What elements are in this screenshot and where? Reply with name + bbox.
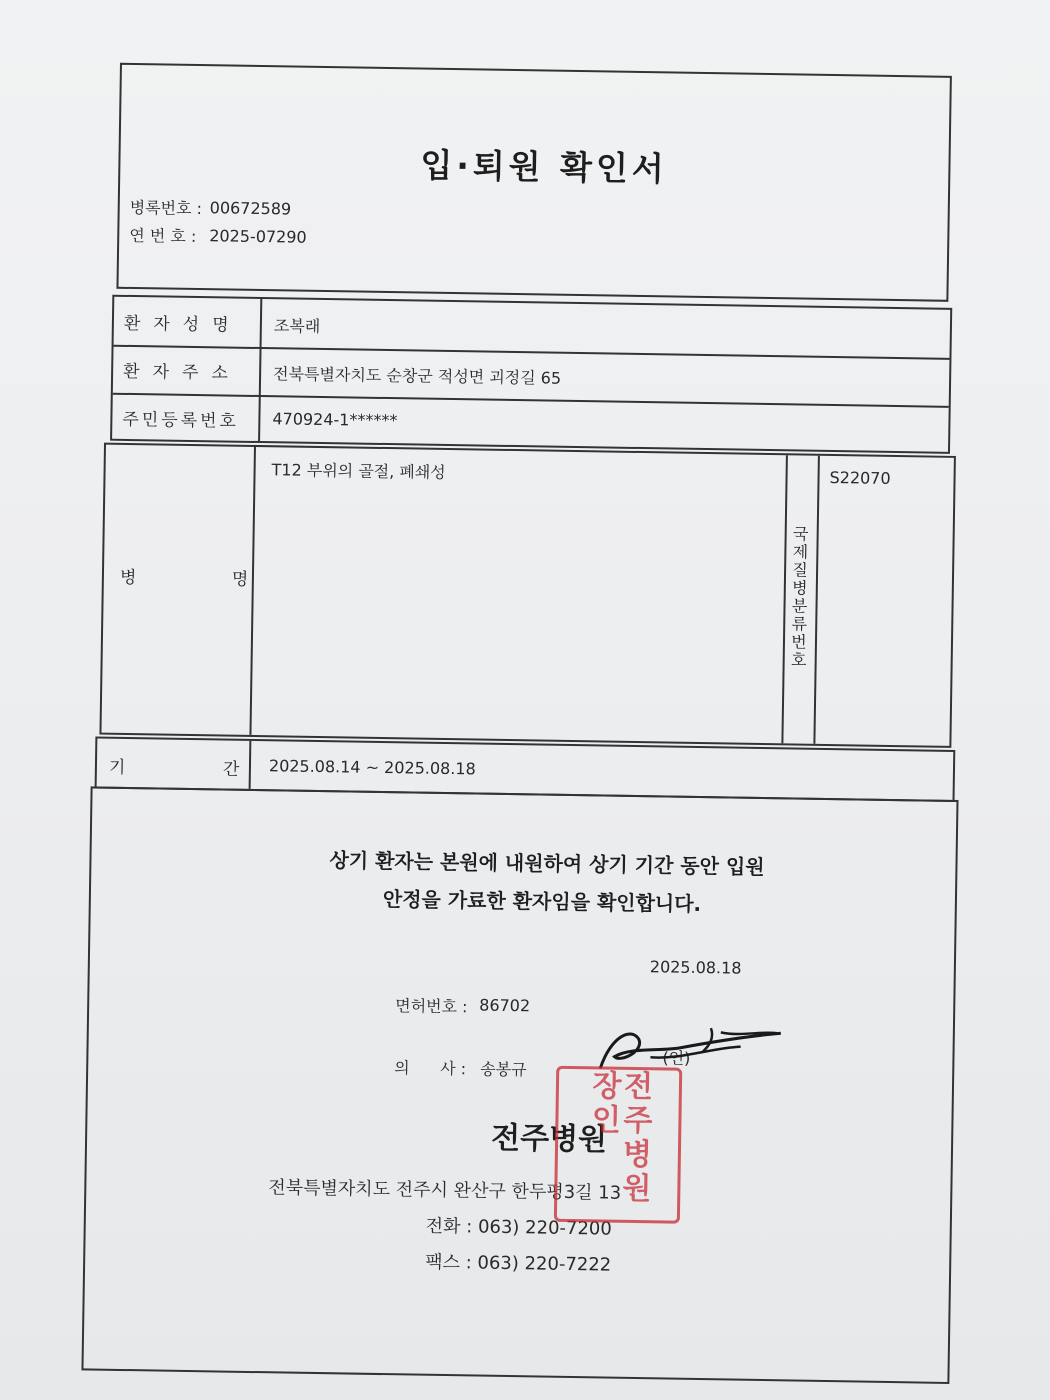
diagnosis-value: T12 부위의 골절, 폐쇄성 <box>271 460 446 482</box>
icd-code-label: 국제질병분류번호 <box>790 524 809 670</box>
doctor-name: 송봉규 <box>480 1059 527 1080</box>
rrn-value: 470924-1****** <box>272 409 398 431</box>
statement-area <box>81 786 958 1384</box>
serial-number-label: 연 번 호 : <box>129 225 197 247</box>
patient-info-table <box>110 295 952 454</box>
record-number-value: 00672589 <box>209 198 292 219</box>
record-number-label: 병록번호 : <box>129 197 203 219</box>
code-label-divider-right <box>813 456 820 744</box>
header-box <box>116 63 951 302</box>
serial-number-value: 2025-07290 <box>209 226 307 247</box>
certificate-document <box>49 62 961 1386</box>
patient-address-value: 전북특별자치도 순창군 적성면 괴정길 65 <box>272 364 562 388</box>
license-number-value: 86702 <box>479 995 531 1016</box>
diagnosis-column-divider <box>249 447 256 735</box>
diagnosis-label-right: 명 <box>231 569 249 590</box>
hospital-seal-stamp: 전주병원장인 <box>554 1066 682 1224</box>
patient-address-label: 환자주소 <box>122 361 241 384</box>
hospital-fax: 팩스 : 063) 220-7222 <box>425 1251 612 1276</box>
statement-line-1: 상기 환자는 본원에 내원하여 상기 기간 동안 입원 <box>329 848 765 880</box>
patient-column-divider <box>258 299 262 441</box>
period-value: 2025.08.14 ~ 2025.08.18 <box>268 756 476 779</box>
diagnosis-label-left: 병 <box>119 567 137 589</box>
issue-date: 2025.08.18 <box>649 957 742 978</box>
rrn-label: 주민등록번호 <box>122 409 240 432</box>
diagnosis-table <box>99 443 955 748</box>
document-title: 입·퇴원 확인서 <box>420 145 668 189</box>
hospital-phone: 전화 : 063) 220-7200 <box>425 1215 612 1240</box>
statement-line-2: 안정을 가료한 환자임을 확인합니다. <box>382 887 702 917</box>
patient-name-label: 환자성명 <box>123 313 242 336</box>
hospital-name: 전주병원 <box>490 1120 608 1158</box>
license-number-label: 면허번호 : <box>395 996 468 1017</box>
patient-name-value: 조복래 <box>273 316 321 336</box>
period-label-left: 기 <box>108 757 126 778</box>
seal-mark: (인) <box>662 1048 691 1068</box>
row-divider <box>114 345 950 360</box>
code-label-divider-left <box>781 455 788 743</box>
row-divider <box>113 393 949 408</box>
doctor-label: 의 사 : <box>394 1058 467 1079</box>
period-label-right: 간 <box>222 759 240 780</box>
period-column-divider <box>249 741 252 789</box>
hospital-address: 전북특별자치도 전주시 완산구 한두평3길 13 <box>268 1177 622 1204</box>
icd-code-value: S22070 <box>829 467 891 488</box>
